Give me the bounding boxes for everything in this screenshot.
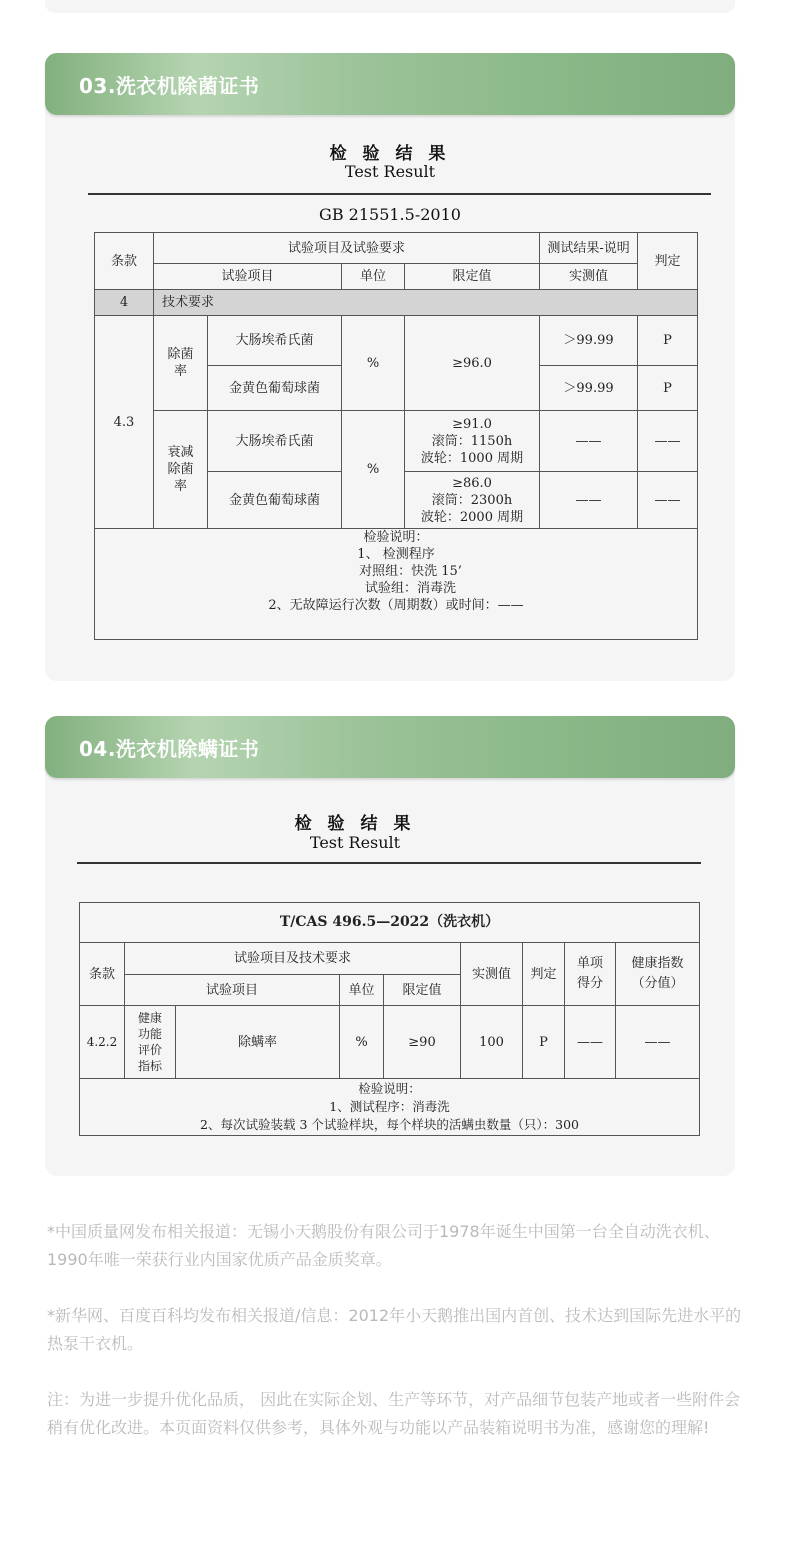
item-cell: 金黄色葡萄球菌	[208, 366, 342, 411]
measured-cell: ——	[540, 472, 638, 529]
limit-cell: ≥96.0	[405, 316, 540, 411]
inspection-notes	[95, 529, 698, 640]
card-title: 04.洗衣机除螨证书	[79, 737, 260, 761]
card-header	[45, 716, 735, 778]
note-line: 2、每次试验装载 3 个试验样块，每个样块的活螨虫数量（只）：300	[200, 1117, 579, 1132]
result-title-cn: 检 验 结 果	[294, 814, 416, 834]
item-cell: 除螨率	[176, 1006, 340, 1079]
result-title-cn: 检 验 结 果	[329, 144, 451, 164]
result-title-en: Test Result	[344, 162, 436, 181]
header-limit: 限定值	[405, 264, 540, 290]
item-cell: 大肠埃希氏菌	[208, 316, 342, 366]
header-limit: 限定值	[384, 975, 461, 1006]
group-decay-sterilization-rate: 衰减 除菌 率	[154, 411, 208, 529]
judge-cell: ——	[638, 472, 698, 529]
measured-cell: ——	[540, 411, 638, 472]
health-cell: ——	[616, 1006, 700, 1079]
header-single-score: 单项 得分	[565, 943, 616, 1006]
header-judgement: 判定	[638, 233, 698, 290]
limit-cell: ≥86.0 滚筒：2300h 波轮：2000 周期	[405, 472, 540, 529]
header-clause: 条款	[95, 233, 154, 290]
certificate-card-04	[45, 716, 735, 1176]
header-clause: 条款	[80, 943, 125, 1006]
limit-cell: ≥91.0 滚筒：1150h 波轮：1000 周期	[405, 411, 540, 472]
unit-cell: %	[342, 411, 405, 529]
header-measured: 实测值	[540, 264, 638, 290]
header-item: 试验项目	[154, 264, 342, 290]
header-unit: 单位	[340, 975, 384, 1006]
header-result-note: 测试结果-说明	[540, 233, 638, 264]
judge-cell: P	[638, 366, 698, 411]
note-line: 1、测试程序：消毒洗	[329, 1099, 450, 1114]
test-result-table	[94, 232, 698, 640]
note-line: 检验说明：	[358, 1081, 421, 1096]
note-line: 试验组：消毒洗	[336, 581, 456, 596]
card-header	[45, 53, 735, 115]
divider	[77, 862, 701, 864]
footer-note-1: *中国质量网发布相关报道：无锡小天鹅股份有限公司于1978年诞生中国第一台全自动洗衣机、1990年唯一荣获行业内国家优质产品金质奖章。	[47, 1222, 720, 1269]
header-items-requirements: 试验项目及试验要求	[154, 233, 540, 264]
header-judgement: 判定	[523, 943, 565, 1006]
footer-note-2: *新华网、百度百科均发布相关报道/信息：2012年小天鹅推出国内首创、技术达到国际先进水平的热泵干衣机。	[47, 1306, 742, 1353]
header-item: 试验项目	[125, 975, 340, 1006]
note-line: 1、 检测程序	[357, 547, 435, 562]
result-title-en: Test Result	[309, 833, 401, 852]
category-cell: 健康 功能 评价 指标	[125, 1006, 176, 1079]
header-unit: 单位	[342, 264, 405, 290]
divider	[88, 193, 711, 195]
judge-cell: P	[523, 1006, 565, 1079]
measured-cell: ＞99.99	[540, 316, 638, 366]
limit-cell: ≥90	[384, 1006, 461, 1079]
card-title: 03.洗衣机除菌证书	[79, 74, 260, 98]
test-result-table	[79, 902, 700, 1136]
section-clause: 4	[95, 290, 154, 316]
clause-4-3: 4.3	[95, 316, 154, 529]
inspection-notes	[80, 1079, 700, 1136]
group-sterilization-rate: 除菌 率	[154, 316, 208, 411]
judge-cell: ——	[638, 411, 698, 472]
unit-cell: %	[342, 316, 405, 411]
certificate-card-03	[45, 53, 735, 681]
judge-cell: P	[638, 316, 698, 366]
unit-cell: %	[340, 1006, 384, 1079]
score-cell: ——	[565, 1006, 616, 1079]
section-label: 技术要求	[154, 290, 698, 316]
footer-disclaimer: 注：为进一步提升优化品质， 因此在实际企划、生产等环节，对产品细节包装产地或者一些附件会稍有优化改进。本页面资料仅供参考，具体外观与功能以产品装箱说明书为准，感谢您的理解!	[47, 1390, 741, 1437]
note-line: 检验说明：	[363, 530, 429, 545]
header-measured: 实测值	[461, 943, 523, 1006]
item-cell: 金黄色葡萄球菌	[208, 472, 342, 529]
previous-card-bottom	[45, 0, 735, 13]
header-items-requirements: 试验项目及技术要求	[125, 943, 461, 975]
standard-number: T/CAS 496.5—2022（洗衣机）	[80, 903, 700, 943]
standard-number: GB 21551.5-2010	[319, 205, 461, 224]
note-line: 对照组：快洗 15’	[330, 564, 462, 579]
item-cell: 大肠埃希氏菌	[208, 411, 342, 472]
measured-cell: 100	[461, 1006, 523, 1079]
measured-cell: ＞99.99	[540, 366, 638, 411]
clause-cell: 4.2.2	[80, 1006, 125, 1079]
header-health-index: 健康指数 （分值）	[616, 943, 700, 1006]
note-line: 2、无故障运行次数（周期数）或时间：——	[268, 598, 524, 613]
